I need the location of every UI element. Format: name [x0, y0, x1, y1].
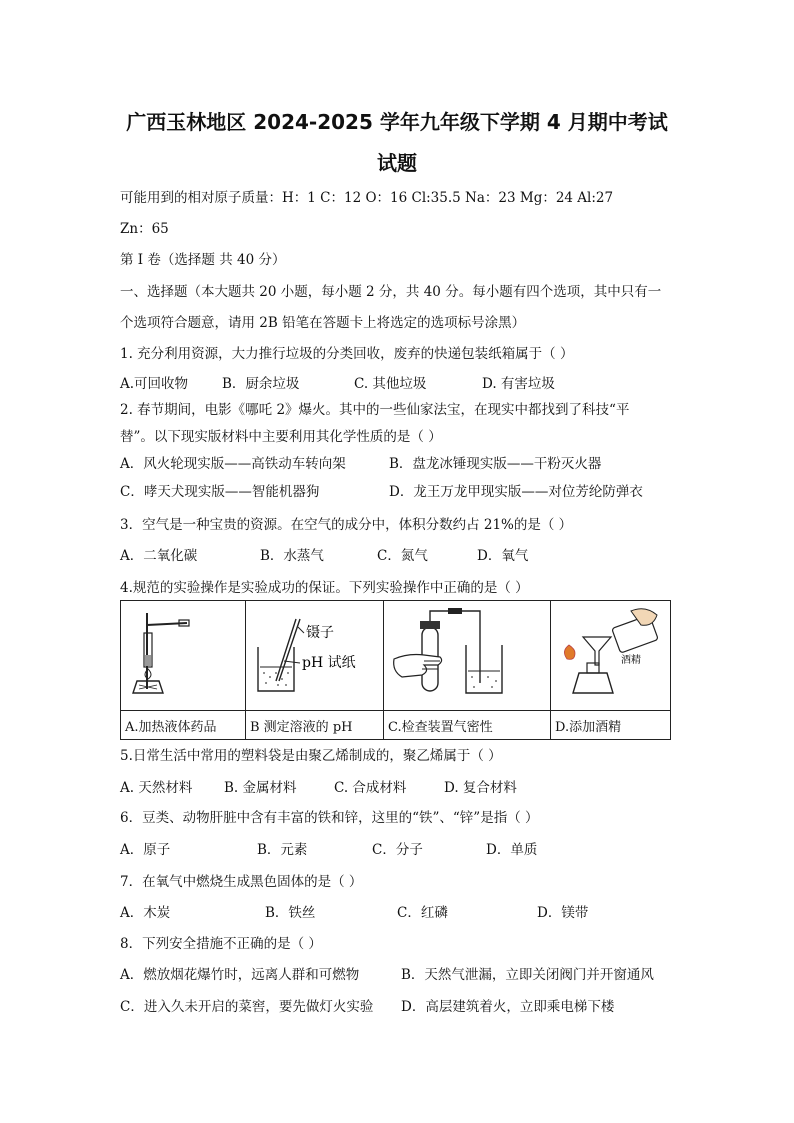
q7-option-b: B．铁丝: [265, 905, 316, 921]
figure-measure-ph: [246, 601, 384, 711]
section-heading: 第 I 卷（选择题 共 40 分）: [120, 252, 286, 268]
q1-option-b: B．厨余垃圾: [222, 376, 300, 392]
q6-option-c: C．分子: [372, 842, 423, 858]
q3-option-a: A．二氧化碳: [120, 548, 198, 564]
q1-option-c: C. 其他垃圾: [354, 376, 427, 392]
experiment-table: [120, 600, 671, 740]
question-2: 2. 春节期间，电影《哪吒 2》爆火。其中的一些仙家法宝，在现实中都找到了科技“平: [120, 402, 630, 418]
question-3: 3．空气是一种宝贵的资源。在空气的成分中，体积分数约占 21%的是（ ）: [120, 517, 573, 533]
question-1: 1. 充分利用资源，大力推行垃圾的分类回收，废弃的快递包装纸箱属于（ ）: [120, 346, 574, 362]
question-7: 7．在氧气中燃烧生成黑色固体的是（ ）: [120, 874, 363, 890]
q7-option-a: A．木炭: [120, 905, 171, 921]
q5-option-c: C. 合成材料: [334, 780, 407, 796]
caption-a: A.加热液体药品: [121, 711, 246, 740]
q7-option-c: C．红磷: [397, 905, 448, 921]
question-5: 5.日常生活中常用的塑料袋是由聚乙烯制成的，聚乙烯属于（ ）: [120, 748, 502, 764]
q6-option-d: D．单质: [486, 842, 538, 858]
atomic-mass-line: 可能用到的相对原子质量：H：1 C：12 O：16 Cl:35.5 Na：23 Mg：24 Al:27: [120, 190, 614, 206]
caption-b: B 测定溶液的 pH: [246, 711, 384, 740]
q3-option-c: C．氮气: [377, 548, 428, 564]
q5-option-a: A. 天然材料: [120, 780, 193, 796]
figure-heating-liquid: [121, 601, 246, 711]
q8-option-c: C．进入久未开启的菜窖，要先做灯火实验: [120, 999, 374, 1015]
q5-option-b: B. 金属材料: [224, 780, 297, 796]
atomic-mass-line2: Zn：65: [120, 221, 169, 237]
instructions-line2: 个选项符合题意，请用 2B 铅笔在答题卡上将选定的选项标号涂黑）: [120, 315, 526, 331]
q8-option-a: A．燃放烟花爆竹时，远离人群和可燃物: [120, 967, 360, 983]
q3-option-b: B．水蒸气: [260, 548, 324, 564]
label-alcohol: 酒精: [621, 655, 641, 666]
caption-c: C.检查装置气密性: [384, 711, 551, 740]
q6-option-a: A．原子: [120, 842, 171, 858]
figure-airtight-check: [384, 601, 551, 711]
q2-option-c: C．哮天犬现实版——智能机器狗: [120, 484, 320, 500]
q1-option-d: D. 有害垃圾: [482, 376, 555, 392]
question-8: 8．下列安全措施不正确的是（ ）: [120, 936, 322, 952]
label-tweezers: 镊子: [306, 625, 334, 641]
instructions: 一、选择题（本大题共 20 小题，每小题 2 分，共 40 分。每小题有四个选项，其中只有一: [120, 284, 662, 300]
question-2-line2: 替”。以下现实版材料中主要利用其化学性质的是（ ）: [120, 429, 442, 445]
q8-option-d: D．高层建筑着火，立即乘电梯下楼: [401, 999, 615, 1015]
q8-option-b: B．天然气泄漏，立即关闭阀门并开窗通风: [401, 967, 654, 983]
page-title: 广西玉林地区 2024-2025 学年九年级下学期 4 月期中考试: [126, 110, 668, 134]
label-ph-paper: pH 试纸: [302, 655, 356, 671]
question-6: 6．豆类、动物肝脏中含有丰富的铁和锌，这里的“铁”、“锌”是指（ ）: [120, 810, 539, 826]
q2-option-a: A．风火轮现实版——高铁动车转向架: [120, 456, 346, 472]
q3-option-d: D．氧气: [477, 548, 529, 564]
caption-d: D.添加酒精: [551, 711, 671, 740]
question-4: 4.规范的实验操作是实验成功的保证。下列实验操作中正确的是（ ）: [120, 580, 529, 596]
q6-option-b: B．元素: [257, 842, 308, 858]
q5-option-d: D. 复合材料: [444, 780, 517, 796]
q1-option-a: A.可回收物: [120, 376, 189, 392]
q2-option-d: D．龙王万龙甲现实版——对位芳纶防弹衣: [389, 484, 643, 500]
q2-option-b: B．盘龙冰锤现实版——干粉灭火器: [389, 456, 602, 472]
q7-option-d: D．镁带: [537, 905, 589, 921]
figure-add-alcohol: [551, 601, 671, 711]
page-title-line2: 试题: [377, 151, 417, 175]
